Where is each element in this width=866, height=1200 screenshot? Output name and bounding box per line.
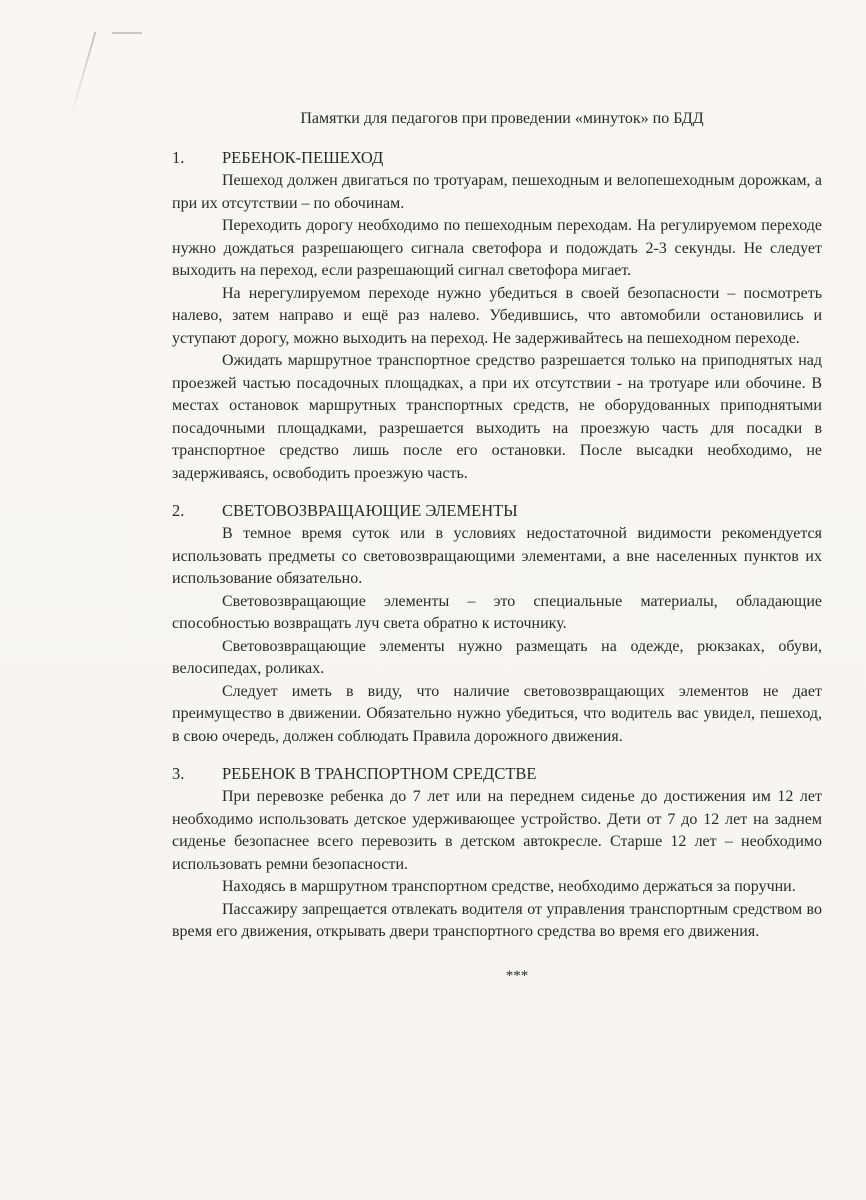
section-child-in-vehicle (172, 764, 822, 944)
paragraph: Переходить дорогу необходимо по пешеходным переходам. На регулируемом переходе нужно дождаться разрешающего сигнала светофора и подождать 2-3 секунды. Не следует выходить на переход, если разрешающий сигнал светофора мигает. (172, 217, 822, 279)
section-number: 2. (172, 501, 185, 520)
document-body (172, 110, 822, 985)
section-heading (172, 148, 822, 168)
section-title: РЕБЕНОК В ТРАНСПОРТНОМ СРЕДСТВЕ (222, 764, 537, 783)
section-number: 3. (172, 764, 185, 783)
section-number: 1. (172, 148, 185, 167)
paragraph: Пешеход должен двигаться по тротуарам, пешеходным и велопешеходным дорожкам, а при их отсутствии – по обочинам. (172, 172, 822, 212)
section-heading (172, 501, 822, 521)
paragraph: Следует иметь в виду, что наличие световозвращающих элементов не дает преимущество в движении. Обязательно нужно убедиться, что водитель вас увидел, пешеход, в свою очередь, должен соблюдать Правила дорожного движения. (172, 682, 822, 745)
scan-artifact (70, 31, 97, 118)
paragraph: В темное время суток или в условиях недостаточной видимости рекомендуется использовать предметы со световозвращающими элементами, а вне населенных пунктов их использование обязательно. (172, 525, 822, 587)
paragraph: Находясь в маршрутном транспортном средстве, необходимо держаться за поручни. (222, 878, 796, 895)
section-title: РЕБЕНОК-ПЕШЕХОД (222, 148, 384, 167)
paragraph: При перевозке ребенка до 7 лет или на переднем сиденье до достижения им 12 лет необходимо использовать детское удерживающее устройство. Дети от 7 до 12 лет на заднем сиденье безопаснее всего перевозить в детском автокресле. Старше 12 лет – необходимо использовать ремни безопасности. (172, 788, 822, 873)
paragraph: На нерегулируемом переходе нужно убедиться в своей безопасности – посмотреть налево, затем направо и ещё раз налево. Убедившись, что автомобили остановились и уступают дорогу, можно выходить на переход. Не задерживайтесь на пешеходном переходе. (172, 284, 822, 347)
end-mark: *** (505, 967, 529, 984)
paragraph: Пассажиру запрещается отвлекать водителя от управления транспортным средством во время его движения, открывать двери транспортного средства во время его движения. (172, 900, 822, 940)
section-title: СВЕТОВОЗВРАЩАЮЩИЕ ЭЛЕМЕНТЫ (222, 501, 518, 520)
section-reflective-elements (172, 501, 822, 748)
document-title: Памятки для педагогов при проведении «минуток» по БДД (300, 110, 704, 127)
section-pedestrian (172, 148, 822, 485)
section-heading (172, 764, 822, 784)
paragraph: Световозвращающие элементы нужно размещать на одежде, рюкзаках, обуви, велосипедах, роликах. (172, 637, 822, 677)
scan-artifact (112, 32, 142, 34)
paragraph: Ожидать маршрутное транспортное средство разрешается только на приподнятых над проезжей частью посадочных площадках, а при их отсутствии - на тротуаре или обочине. В местах остановок маршрутных транспортных средств, не оборудованных приподнятыми посадочными площадками, разрешается выходить на проезжую часть для посадки в транспортное средство лишь после его остановки. После высадки необходимо, не задерживаясь, освободить проезжую часть. (172, 352, 822, 482)
paragraph: Световозвращающие элементы – это специальные материалы, обладающие способностью возвращать луч света обратно к источнику. (172, 592, 822, 632)
